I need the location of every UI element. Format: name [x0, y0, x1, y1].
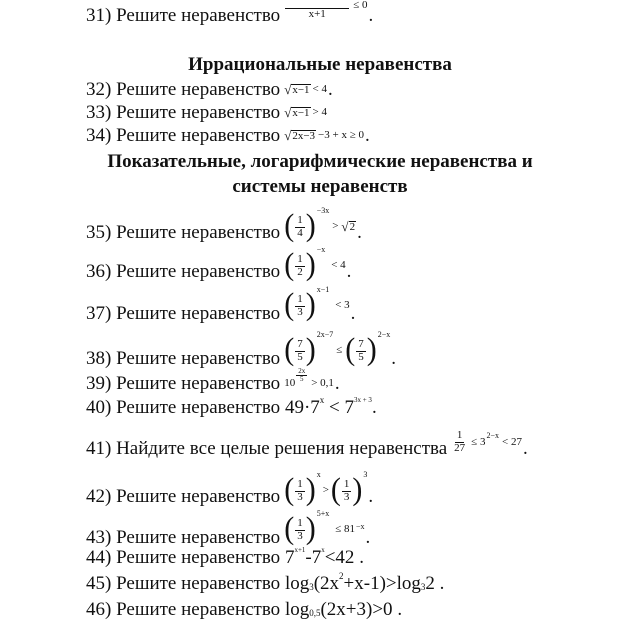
relation: > — [332, 219, 339, 232]
log: log — [284, 573, 310, 594]
relation: < 3 — [335, 298, 350, 311]
problem-text: Решите неравенство — [116, 397, 281, 418]
problem-expression — [284, 2, 367, 21]
problem-expression — [284, 366, 334, 392]
relation: ≤ — [336, 343, 343, 356]
problem-text: Решите неравенство — [116, 5, 281, 26]
problem-number: 45) — [86, 573, 112, 594]
problem-expression: ( $\frac{1}{4}$ ) −3x > √ 2 — [284, 206, 356, 243]
problem-text: Решите неравенство — [116, 125, 281, 146]
problem-text: Решите неравенство — [116, 547, 281, 568]
relation: ≤ 81 — [335, 522, 355, 535]
section-heading-exp-log: Показательные, логарифмические неравенства и — [107, 151, 533, 172]
period: . — [334, 373, 340, 394]
problem-expression: ( $\frac{1}{3}$ ) x−1 < 3 — [284, 285, 350, 322]
base: -7 — [305, 547, 322, 568]
period: . — [368, 485, 374, 507]
exponent: −x — [316, 245, 326, 254]
exponent-denominator: 5 — [299, 375, 304, 383]
exponent: 2 — [339, 571, 344, 581]
problem-number: 33) — [86, 102, 112, 123]
base-numerator: 1 — [343, 478, 350, 490]
period: . — [365, 526, 371, 548]
exponent: 5+x — [316, 509, 330, 518]
problem-number: 40) — [86, 397, 112, 418]
base-denominator: 4 — [297, 226, 303, 239]
problem-33 — [86, 103, 327, 122]
problem-text: Решите неравенство — [116, 485, 281, 507]
base-numerator: 1 — [297, 293, 303, 305]
problem-number: 39) — [86, 373, 112, 394]
problem-number: 43) — [86, 526, 112, 548]
exponent: −3x — [316, 206, 330, 215]
exponent: x−1 — [316, 285, 330, 294]
base-denominator: 3 — [297, 305, 303, 318]
base-numerator: 1 — [297, 517, 303, 529]
argument: 2 — [425, 573, 435, 594]
problem-text: Решите неравенство — [116, 373, 281, 394]
relation: > 4 — [312, 106, 328, 118]
log: log — [284, 599, 310, 620]
problem-expression: ( $\frac{1}{3}$ ) x > ( $\frac{1}{3}$ ) 3 — [284, 470, 368, 507]
problem-expression: ( $\frac{1}{3}$ ) 5+x ≤ 81 −x — [284, 509, 365, 546]
exponent: 2−x — [377, 330, 391, 339]
problem-expression: √ x−1 > 4 — [284, 105, 328, 120]
problem-number: 42) — [86, 485, 112, 507]
problem-expression: ( $\frac{1}{2}$ ) −x < 4 — [284, 245, 346, 282]
problem-text: Решите неравенство — [116, 347, 281, 369]
relation: < 4 — [312, 83, 328, 95]
period: . — [392, 599, 403, 620]
relation: ≤ 0 — [353, 0, 368, 11]
problem-expression: ( $\frac{7}{5}$ ) 2x−7 ≤ ( $\frac{7}{5}$ ) 2−x — [284, 330, 391, 367]
period: . — [365, 125, 370, 146]
period: . — [434, 573, 445, 594]
problem-34 — [86, 126, 370, 145]
argument: (2x — [313, 573, 340, 594]
log-base: 0,5 — [309, 608, 321, 618]
radicand: x−1 — [292, 84, 310, 96]
fraction — [285, 2, 349, 21]
problem-number: 31) — [86, 5, 112, 26]
problem-44 — [86, 548, 364, 567]
radicand: x−1 — [292, 107, 310, 119]
relation: > — [322, 483, 329, 496]
problem-expression — [451, 430, 522, 454]
exponent-numerator: 2x — [298, 366, 306, 375]
base-denominator: 5 — [358, 350, 364, 363]
period: . — [371, 397, 377, 418]
problem-text: Решите неравенство — [116, 102, 281, 123]
relation: <42 — [324, 547, 355, 568]
problem-number: 34) — [86, 125, 112, 146]
relation: ≤ 3 — [471, 435, 486, 448]
base-numerator: 7 — [297, 338, 303, 350]
base-denominator: 3 — [343, 490, 350, 503]
exponent: 3x + 3 — [353, 396, 372, 404]
base-denominator: 5 — [297, 350, 303, 363]
period: . — [357, 221, 362, 243]
problem-number: 36) — [86, 260, 112, 282]
problem-38 — [86, 330, 397, 373]
section-heading-irrational: Иррациональные неравенства — [188, 54, 452, 75]
problem-text: Решите неравенство — [116, 573, 281, 594]
problem-text: Решите неравенство — [116, 526, 281, 548]
base-numerator: 1 — [297, 478, 303, 490]
exponent: x — [319, 395, 325, 405]
log-base: 3 — [309, 582, 314, 592]
exponent: 3 — [363, 470, 368, 479]
period: . — [391, 347, 397, 369]
problem-expression: √ 2x−3 −3 + x ≥ 0 — [284, 128, 364, 143]
base-denominator: 3 — [297, 529, 303, 542]
radicand: 2x−3 — [292, 130, 316, 142]
exponent: 2−x — [486, 431, 499, 441]
base: 7 — [284, 547, 295, 568]
base-denominator: 3 — [297, 490, 303, 503]
problem-number: 44) — [86, 547, 112, 568]
period: . — [328, 79, 333, 100]
argument: +x-1)>log — [343, 573, 421, 594]
relation: > 0,1 — [311, 377, 334, 389]
problem-46 — [86, 600, 402, 619]
base-denominator: 2 — [297, 265, 303, 278]
problem-number: 41) — [86, 437, 112, 459]
base-numerator: 1 — [297, 214, 303, 226]
exponent: x+1 — [294, 546, 306, 554]
problem-text: Решите неравенство — [116, 79, 281, 100]
period: . — [368, 5, 374, 26]
problem-text: Решите неравенство — [116, 599, 281, 620]
exponent: 2x−7 — [316, 330, 334, 339]
base: 10 — [284, 377, 296, 389]
base-numerator: 1 — [297, 253, 303, 265]
lhs: 49·7 — [284, 397, 320, 418]
problem-number: 38) — [86, 347, 112, 369]
problem-expression: √ x−1 < 4 — [284, 82, 328, 97]
exponent: x — [316, 470, 321, 479]
problem-40 — [86, 395, 377, 418]
relation: −3 + x ≥ 0 — [318, 129, 364, 141]
log-base: 3 — [420, 582, 426, 592]
problem-36 — [86, 245, 352, 286]
period: . — [346, 260, 352, 282]
problem-41 — [86, 429, 528, 460]
problem-number: 46) — [86, 599, 112, 620]
relation: < 27 — [501, 435, 522, 448]
fraction-denominator: x+1 — [308, 8, 326, 21]
period: . — [350, 302, 356, 324]
base-numerator: 7 — [358, 338, 364, 350]
exponent: x — [321, 546, 325, 554]
problem-number: 32) — [86, 79, 112, 100]
fraction-numerator: 1 — [456, 429, 463, 441]
problem-number: 37) — [86, 302, 112, 324]
argument: (2x+3)>0 — [320, 599, 393, 620]
section-heading-exp-log-2: системы неравенств — [232, 176, 408, 197]
problem-35 — [86, 206, 362, 247]
problem-text: Решите неравенство — [116, 221, 281, 243]
problem-text: Найдите все целые решения неравенства — [116, 437, 448, 459]
relation: < 4 — [331, 258, 346, 271]
problem-number: 35) — [86, 221, 112, 243]
problem-45 — [86, 571, 445, 594]
problem-32 — [86, 80, 333, 99]
problem-39 — [86, 366, 340, 394]
radicand: 2 — [349, 220, 356, 233]
problem-42 — [86, 470, 374, 511]
exponent: −x — [356, 522, 365, 531]
fraction-denominator: 27 — [454, 441, 466, 454]
problem-37 — [86, 285, 356, 328]
problem-text: Решите неравенство — [116, 302, 281, 324]
period: . — [354, 547, 364, 568]
relation: < 7 — [324, 397, 354, 418]
problem-text: Решите неравенство — [116, 260, 281, 282]
period: . — [522, 437, 528, 459]
problem-31 — [86, 0, 374, 26]
